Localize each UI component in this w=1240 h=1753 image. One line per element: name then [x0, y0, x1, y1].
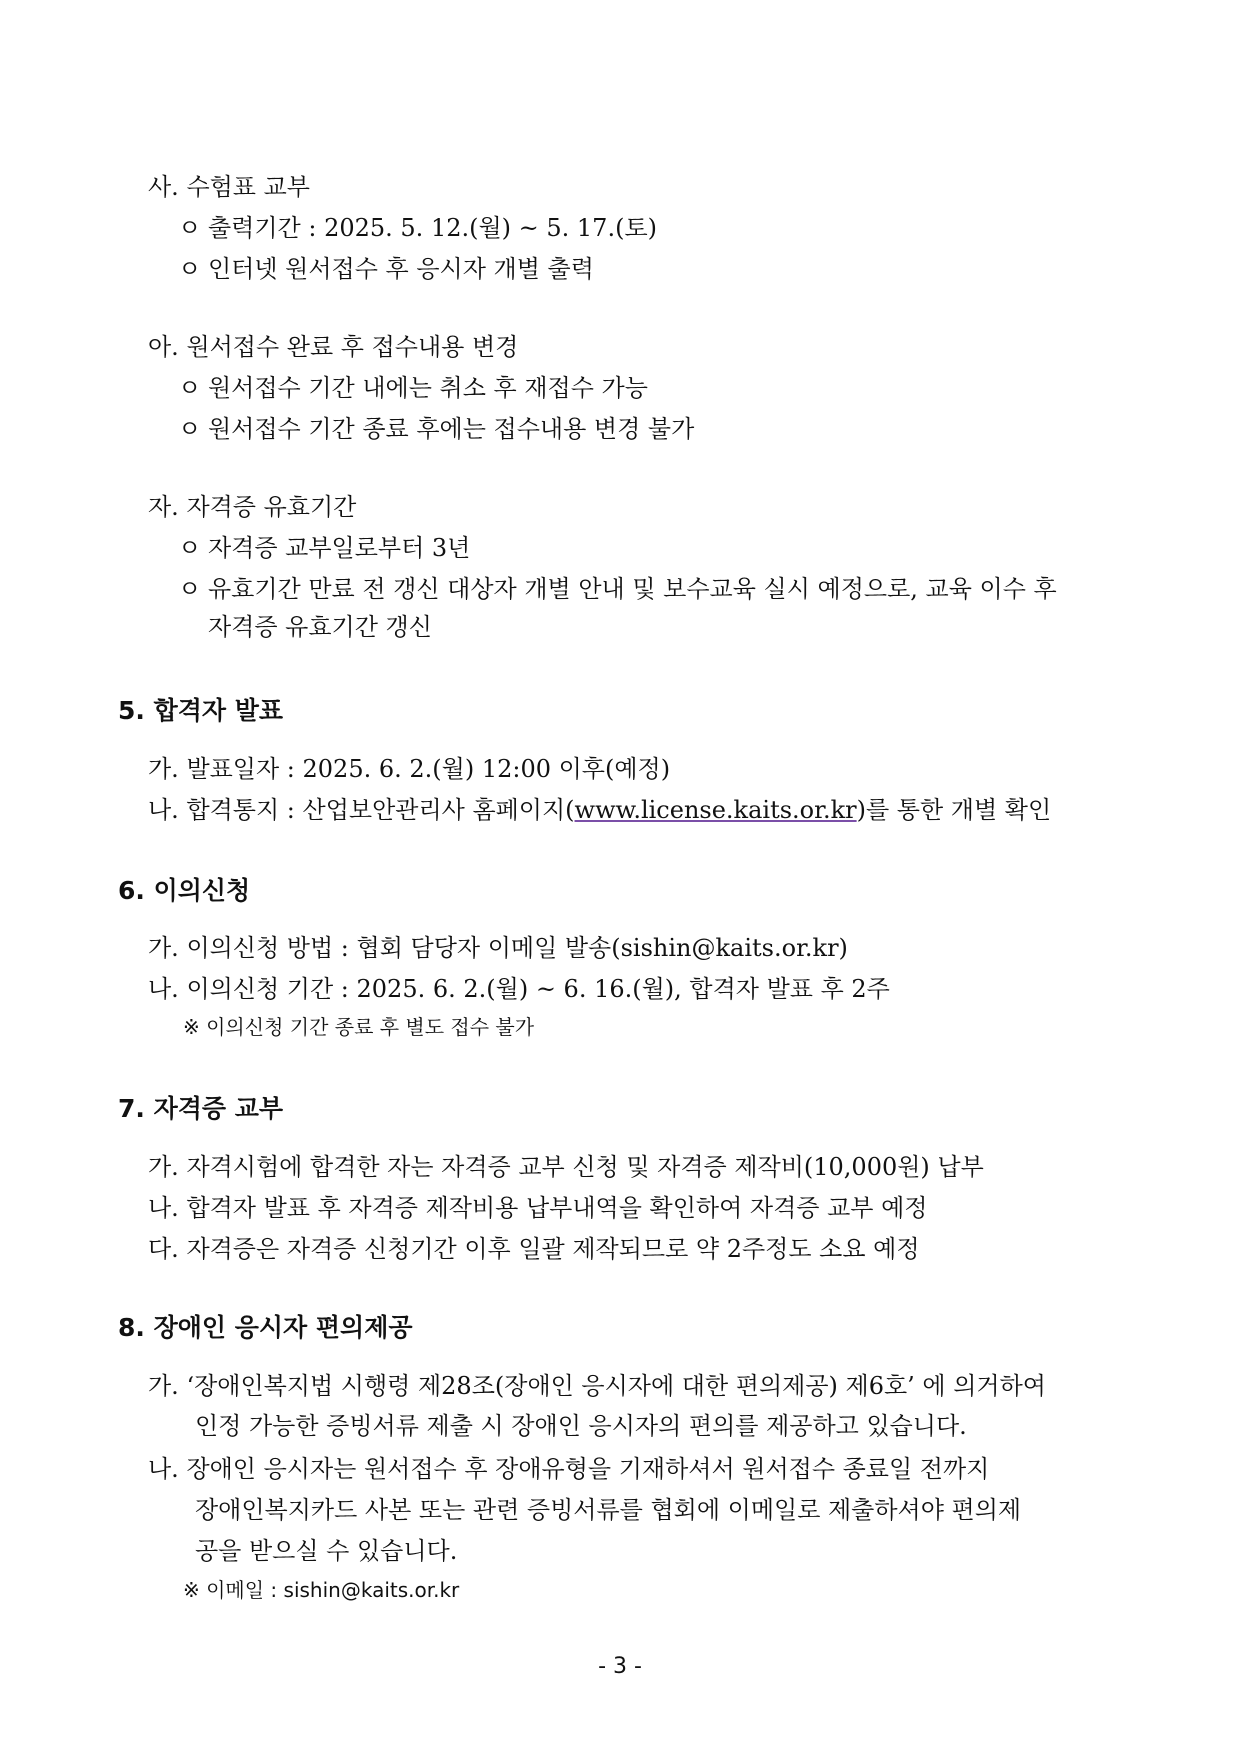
- bullet-icon: ㅇ: [178, 255, 202, 283]
- item-text: 자격증 교부일로부터 3년: [208, 534, 471, 562]
- item-text: 출력기간 : 2025. 5. 12.(월) ~ 5. 17.(토): [208, 214, 657, 242]
- bullet-icon: ㅇ: [178, 214, 202, 242]
- section-7-ga: 가. 자격시험에 합격한 자는 자격증 교부 신청 및 자격증 제작비(10,000원) 납부: [148, 1153, 984, 1181]
- section-a-item-2: [178, 414, 694, 444]
- item-text: 인터넷 원서접수 후 응시자 개별 출력: [208, 255, 594, 283]
- section-7-heading: 7. 자격증 교부: [118, 1094, 284, 1123]
- section-sa-title: 사. 수험표 교부: [148, 173, 310, 201]
- section-8-na-line1: 나. 장애인 응시자는 원서접수 후 장애유형을 기재하셔서 원서접수 종료일 전까지: [148, 1455, 990, 1483]
- section-8-ga-line2: 인정 가능한 증빙서류 제출 시 장애인 응시자의 편의를 제공하고 있습니다.: [195, 1412, 967, 1440]
- section-8-heading: 8. 장애인 응시자 편의제공: [118, 1313, 413, 1342]
- bullet-icon: ㅇ: [178, 534, 202, 562]
- license-homepage-link[interactable]: www.license.kaits.or.kr: [574, 796, 857, 824]
- na-prefix: 나. 합격통지 : 산업보안관리사 홈페이지(: [148, 796, 575, 824]
- item-text: 원서접수 기간 내에는 취소 후 재접수 가능: [208, 374, 648, 402]
- bullet-icon: ㅇ: [178, 415, 202, 443]
- section-5-na: [148, 795, 1051, 825]
- section-6-ga: 가. 이의신청 방법 : 협회 담당자 이메일 발송(sishin@kaits.or.kr): [148, 934, 848, 962]
- section-ja-item-1: [178, 533, 470, 563]
- section-7-na: 나. 합격자 발표 후 자격증 제작비용 납부내역을 확인하여 자격증 교부 예정: [148, 1194, 928, 1222]
- na-suffix: )를 통한 개별 확인: [856, 796, 1052, 824]
- section-sa-item-2: [178, 254, 594, 284]
- section-8-na-line3: 공을 받으실 수 있습니다.: [195, 1537, 458, 1565]
- section-6-na: 나. 이의신청 기간 : 2025. 6. 2.(월) ~ 6. 16.(월), 합격자 발표 후 2주: [148, 975, 890, 1003]
- section-6-heading: 6. 이의신청: [118, 876, 251, 905]
- section-8-na-line2: 장애인복지카드 사본 또는 관련 증빙서류를 협회에 이메일로 제출하셔야 편의제: [195, 1496, 1022, 1524]
- section-5-ga: 가. 발표일자 : 2025. 6. 2.(월) 12:00 이후(예정): [148, 755, 671, 783]
- section-6-note: ※ 이의신청 기간 종료 후 별도 접수 불가: [183, 1015, 535, 1039]
- bullet-icon: ㅇ: [178, 374, 202, 402]
- section-5-heading: 5. 합격자 발표: [118, 696, 284, 725]
- section-ja-item-2-cont: 자격증 유효기간 갱신: [208, 613, 432, 641]
- section-a-title: 아. 원서접수 완료 후 접수내용 변경: [148, 333, 519, 361]
- section-8-note: ※ 이메일 : sishin@kaits.or.kr: [183, 1578, 460, 1602]
- section-ja-title: 자. 자격증 유효기간: [148, 493, 357, 521]
- bullet-icon: ㅇ: [178, 575, 202, 603]
- section-ja-item-2: [178, 574, 1057, 604]
- section-sa-item-1: [178, 213, 657, 243]
- item-text: 유효기간 만료 전 갱신 대상자 개별 안내 및 보수교육 실시 예정으로, 교육 이수 후: [208, 575, 1057, 603]
- item-text: 원서접수 기간 종료 후에는 접수내용 변경 불가: [208, 415, 695, 443]
- section-7-da: 다. 자격증은 자격증 신청기간 이후 일괄 제작되므로 약 2주정도 소요 예정: [148, 1235, 920, 1263]
- section-a-item-1: [178, 373, 648, 403]
- page-number: - 3 -: [598, 1654, 642, 1679]
- section-8-ga-line1: 가. ‘장애인복지법 시행령 제28조(장애인 응시자에 대한 편의제공) 제6호’ 에 의거하여: [148, 1372, 1046, 1400]
